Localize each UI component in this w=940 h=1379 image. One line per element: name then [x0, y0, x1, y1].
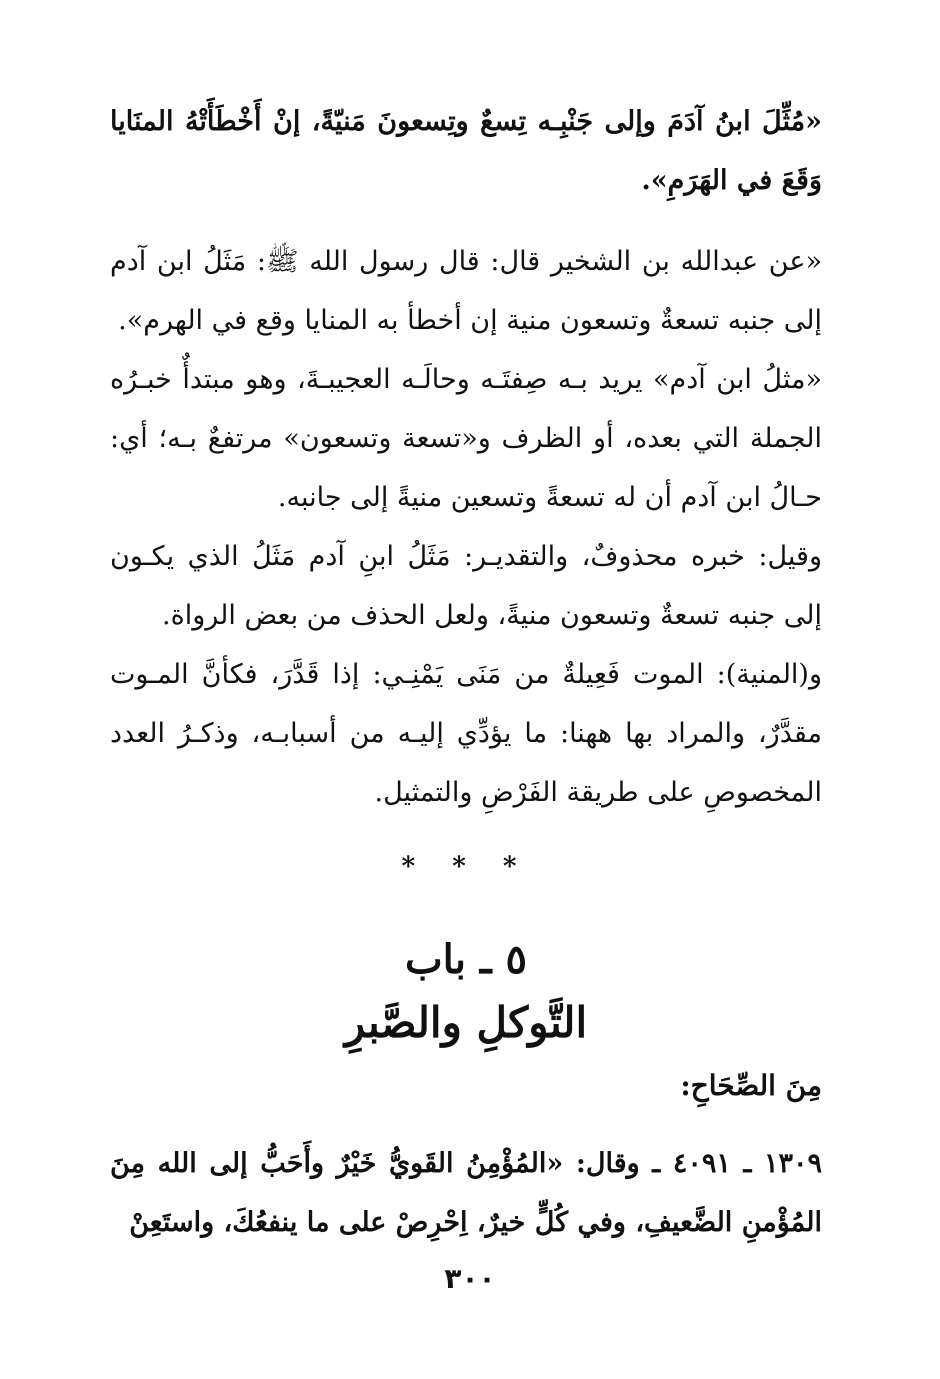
paragraph-explanation-2: وقيل: خبره محذوفٌ، والتقديـر: مَثَلُ ابنِ آدم مَثَلُ الذي يكـون إلى جنبه تسعةٌ وتسعون منيةً، ولعل الحذف من بعض الرواة. — [110, 541, 822, 631]
chapter-title: التَّوكلِ والصَّبرِ — [344, 998, 588, 1047]
paragraph-hadith-text: «مُثِّلَ ابنُ آدَمَ وإلى جَنْبِـه تِسعٌ وتِسعونَ مَنيّةً، إنْ أَخْطَأَتْهُ المنَايا وَقَعَ في الهَرَمِ». — [110, 106, 822, 196]
hadith-entry: ١٣٠٩ ـ ٤٠٩١ ـ وقال: «المُؤْمِنُ القَويُّ خَيْرٌ وأَحَبُّ إلى الله مِنَ المُؤْمنِ الضَّعيفِ، وفي كُلٍّ خيرٌ، اِحْرِصْ على ما ينفعُكَ، واستَعِنْ — [110, 1148, 823, 1238]
page-number: ٣٠٠ — [444, 1262, 496, 1295]
section-heading: مِنَ الصِّحَاحِ: — [680, 1069, 822, 1102]
paragraph-explanation-3: و(المنية): الموت فَعِيلةٌ من مَنَى يَمْنِـي: إذا قَدَّرَ، فكأنَّ المـوت مقدَّرٌ، والمراد بها ههنا: ما يؤدِّي إليـه من أسبابـه، وذكـرُ العدد المخصوصِ على طريقة الفَرْضِ والتمثيل. — [110, 659, 822, 808]
section-separator: * * * — [401, 852, 531, 882]
chapter-number: ٥ ـ باب — [404, 936, 528, 983]
paragraph-narration: «عن عبدالله بن الشخير قال: قال رسول الله ﷺ: مَثَلُ ابن آدم إلى جنبه تسعةٌ وتسعون منية إن أخطأ به المنايا وقع في الهرم». — [110, 246, 822, 336]
spacer — [110, 210, 822, 232]
paragraph-explanation-1: «مثلُ ابن آدم» يريد بـه صِفتَـه وحالَـه العجيبـةَ، وهو مبتدأٌ خبـرُه الجملة التي بعده، أو الظرف و«تسعة وتسعون» مرتفعٌ بـه؛ أي: حـالُ ابن آدم أن له تسعةً وتسعين منيةً إلى جانبه. — [110, 364, 822, 513]
page-body — [110, 92, 822, 1252]
